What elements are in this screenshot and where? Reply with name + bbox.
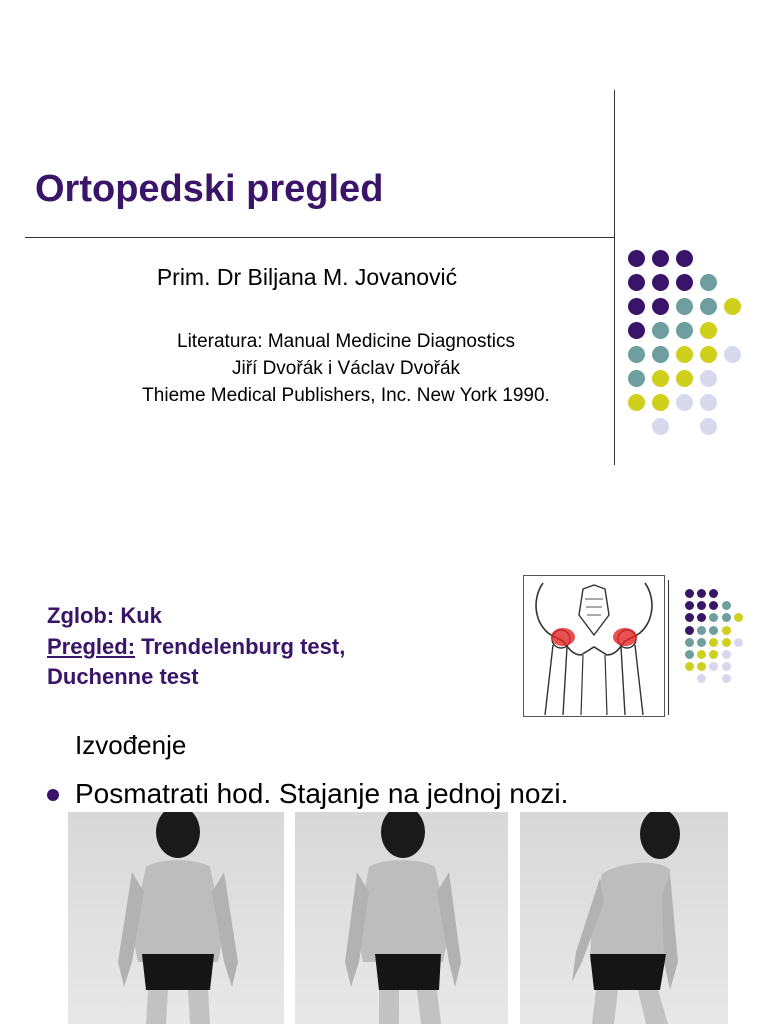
pelvis-diagram bbox=[523, 575, 665, 717]
decorative-dot bbox=[685, 638, 694, 647]
decorative-dot bbox=[722, 601, 731, 610]
decorative-dot bbox=[685, 626, 694, 635]
joint-label: Zglob: bbox=[47, 603, 115, 628]
horizontal-divider bbox=[25, 237, 615, 238]
decorative-dot bbox=[652, 370, 669, 387]
decorative-dot bbox=[628, 346, 645, 363]
decorative-dot bbox=[628, 250, 645, 267]
decorative-dot bbox=[652, 346, 669, 363]
patient-photo-1 bbox=[68, 812, 284, 1024]
decorative-dot bbox=[676, 250, 693, 267]
decorative-dot bbox=[676, 322, 693, 339]
decorative-dot bbox=[628, 322, 645, 339]
decorative-dot bbox=[734, 638, 743, 647]
bullet-dot bbox=[47, 789, 59, 801]
slide-title: Ortopedski pregled bbox=[35, 168, 384, 210]
decorative-dot bbox=[709, 626, 718, 635]
author: Prim. Dr Biljana M. Jovanović bbox=[156, 264, 458, 290]
decorative-dot bbox=[685, 650, 694, 659]
decorative-dot bbox=[700, 394, 717, 411]
decorative-dot bbox=[700, 346, 717, 363]
decorative-dot bbox=[700, 418, 717, 435]
exam-line bbox=[47, 634, 345, 660]
decorative-dot bbox=[676, 298, 693, 315]
decorative-dot bbox=[628, 394, 645, 411]
decorative-dot bbox=[722, 662, 731, 671]
decorative-dot bbox=[652, 298, 669, 315]
decorative-dot bbox=[652, 250, 669, 267]
literature-line-1: Literatura: Manual Medicine Diagnostics bbox=[177, 331, 515, 352]
joint-value: Kuk bbox=[120, 603, 162, 628]
literature-line-3: Thieme Medical Publishers, Inc. New York 1990. bbox=[142, 385, 550, 406]
vertical-divider bbox=[614, 90, 615, 465]
patient-photo-3 bbox=[520, 812, 728, 1024]
bullet-text: Posmatrati hod. Stajanje na jednoj nozi. bbox=[75, 778, 569, 809]
decorative-dot bbox=[722, 638, 731, 647]
decorative-dot bbox=[676, 346, 693, 363]
decorative-dot bbox=[652, 394, 669, 411]
decorative-dot bbox=[700, 322, 717, 339]
bullet-item bbox=[47, 778, 568, 810]
decorative-dot bbox=[724, 298, 741, 315]
decorative-dot bbox=[697, 626, 706, 635]
vertical-divider-small bbox=[668, 580, 669, 715]
decorative-dot bbox=[722, 674, 731, 683]
decorative-dot bbox=[628, 274, 645, 291]
joint-line bbox=[47, 603, 162, 629]
decorative-dot bbox=[700, 274, 717, 291]
decorative-dot bbox=[700, 298, 717, 315]
decorative-dot bbox=[652, 322, 669, 339]
patient-photo-2 bbox=[295, 812, 508, 1024]
decorative-dot bbox=[676, 370, 693, 387]
decorative-dot bbox=[724, 346, 741, 363]
literature-line-2: Jiří Dvořák i Václav Dvořák bbox=[231, 358, 461, 379]
decorative-dot bbox=[700, 370, 717, 387]
subheading: Izvođenje bbox=[75, 730, 187, 760]
exam-value: Trendelenburg test, bbox=[141, 634, 346, 659]
exam-value-2: Duchenne test bbox=[47, 664, 199, 689]
decorative-dot bbox=[652, 418, 669, 435]
exam-label: Pregled: bbox=[47, 634, 136, 659]
decorative-dot bbox=[676, 274, 693, 291]
decorative-dot bbox=[628, 298, 645, 315]
decorative-dot bbox=[722, 613, 731, 622]
decorative-dot bbox=[676, 394, 693, 411]
decorative-dot bbox=[722, 650, 731, 659]
decorative-dot bbox=[685, 589, 694, 598]
decorative-dot bbox=[697, 638, 706, 647]
decorative-dot bbox=[628, 370, 645, 387]
decorative-dot bbox=[652, 274, 669, 291]
decorative-dot bbox=[722, 626, 731, 635]
